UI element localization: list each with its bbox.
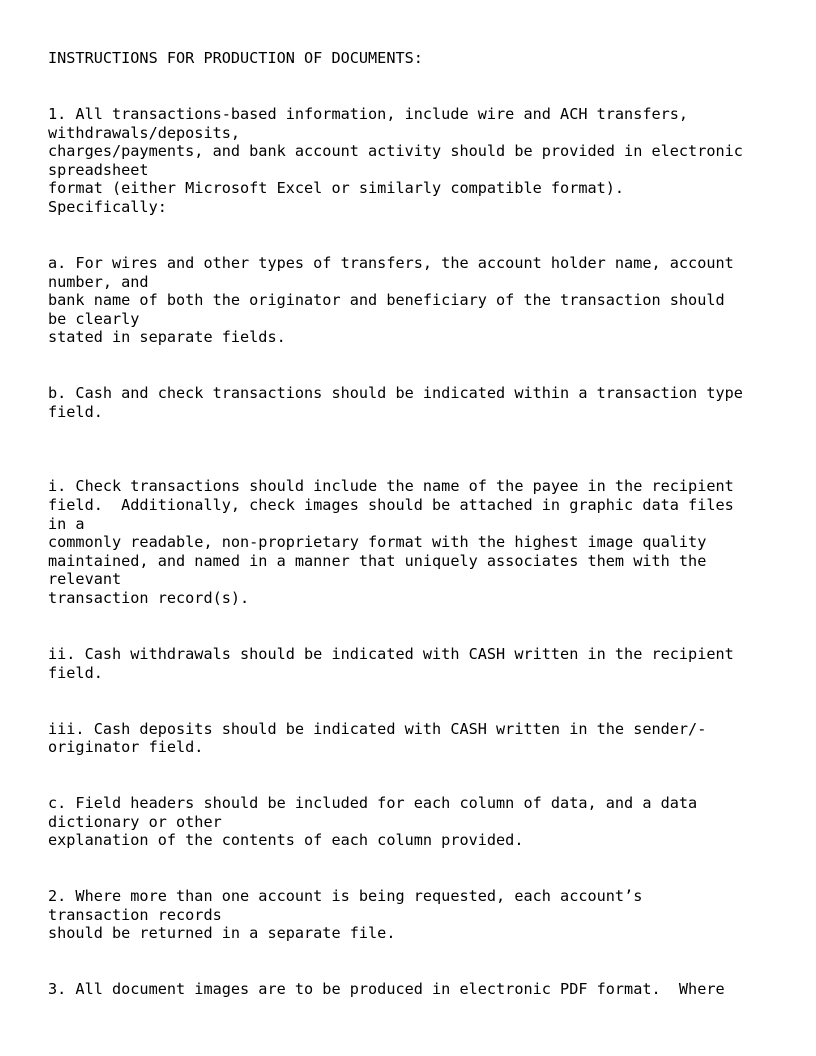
text-line: 1. All transactions-based information, include wire and ACH transfers, — [48, 104, 689, 123]
text-line: dictionary or other — [48, 812, 222, 831]
text-line: stated in separate fields. — [48, 328, 286, 347]
text-line: c. Field headers should be included for each column of data, and a data — [48, 794, 698, 813]
text-line: field. — [48, 663, 103, 682]
text-line: b. Cash and check transactions should be indicated within a transaction type — [48, 384, 743, 403]
paragraph-i-check-transactions — [48, 477, 788, 607]
text-line: transaction records — [48, 905, 222, 924]
spacer — [48, 421, 788, 477]
text-line: field. Additionally, check images should be attached in graphic data files — [48, 495, 734, 514]
text-line: be clearly — [48, 309, 140, 328]
text-line: bank name of both the originator and beneficiary of the transaction should — [48, 291, 725, 310]
text-line: transaction record(s). — [48, 588, 250, 607]
text-line: 2. Where more than one account is being requested, each account’s — [48, 887, 643, 906]
spacer — [48, 217, 788, 254]
spacer — [48, 68, 788, 105]
text-line: Specifically: — [48, 197, 167, 216]
spacer — [48, 682, 788, 719]
paragraph-iii-cash-deposits — [48, 720, 788, 757]
text-line: relevant — [48, 570, 122, 589]
text-line: 3. All document images are to be produced in electronic PDF format. Where — [48, 980, 725, 999]
paragraph-a-wires — [48, 254, 788, 347]
spacer — [48, 757, 788, 794]
text-line: charges/payments, and bank account activity should be provided in electronic — [48, 142, 743, 161]
text-line: i. Check transactions should include the name of the payee in the recipient — [48, 477, 734, 496]
paragraph-1-transactions — [48, 105, 788, 217]
text-line: a. For wires and other types of transfers, the account holder name, account — [48, 253, 734, 272]
text-line: explanation of the contents of each column provided. — [48, 831, 524, 850]
text-line: originator field. — [48, 738, 204, 757]
text-line: iii. Cash deposits should be indicated with CASH written in the sender/- — [48, 719, 707, 738]
text-line: spreadsheet — [48, 160, 149, 179]
paragraph-3-pdf-format — [48, 980, 788, 999]
text-line: number, and — [48, 272, 149, 291]
text-line: ii. Cash withdrawals should be indicated with CASH written in the recipient — [48, 644, 734, 663]
spacer — [48, 608, 788, 645]
paragraph-b-cash-check — [48, 384, 788, 421]
document-heading: INSTRUCTIONS FOR PRODUCTION OF DOCUMENTS: — [48, 49, 423, 67]
text-line: in a — [48, 514, 85, 533]
spacer — [48, 850, 788, 887]
spacer — [48, 347, 788, 384]
paragraph-ii-cash-withdrawals — [48, 645, 788, 682]
text-line: field. — [48, 402, 103, 421]
spacer — [48, 943, 788, 980]
text-line: should be returned in a separate file. — [48, 924, 396, 943]
text-line: withdrawals/deposits, — [48, 123, 241, 142]
paragraph-2-multiple-accounts — [48, 887, 788, 943]
text-line: maintained, and named in a manner that uniquely associates them with the — [48, 551, 707, 570]
document-page — [48, 49, 788, 999]
text-line: commonly readable, non-proprietary format with the highest image quality — [48, 533, 707, 552]
paragraph-c-field-headers — [48, 794, 788, 850]
text-line: format (either Microsoft Excel or similarly compatible format). — [48, 179, 625, 198]
